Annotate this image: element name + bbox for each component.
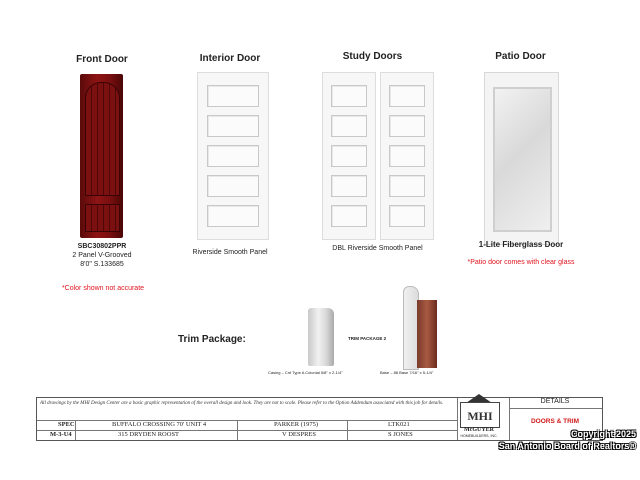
copyright-watermark: Copyright 2025 (570, 429, 636, 439)
address-value: 315 DRYDEN ROOST (118, 431, 180, 438)
spec-label: SPEC (58, 421, 75, 428)
sales-value: S JONES (388, 431, 413, 438)
realtors-watermark: San Antonio Board of Realtors® (498, 441, 636, 451)
section-name: DOORS & TRIM (530, 418, 580, 425)
trim-heading: Trim Package: (178, 334, 246, 345)
interior-door-image (197, 72, 269, 240)
disclaimer-text: All drawings by the MHI Design Center are a basic graphic representation of the overall design and look. They are not to scale. Please refer to the Option Addendum associated with this job for details. (40, 401, 444, 406)
front-door-lower-panel (85, 204, 120, 232)
code-value: M-3-U4 (50, 431, 72, 438)
interior-door-caption: Riverside Smooth Panel (192, 249, 268, 256)
casing-trim-image (308, 308, 334, 366)
patio-door-caption: 1-Lite Fiberglass Door (478, 240, 564, 249)
front-door-title: Front Door (76, 54, 128, 65)
lot-value: LTK021 (388, 421, 410, 428)
study-door-right-image (380, 72, 434, 240)
designer-value: V DESPRES (282, 431, 317, 438)
mhi-logo: MHI (460, 402, 500, 428)
trim-package-label: TRIM PACKAGE 2 (348, 336, 387, 341)
study-door-left-image (322, 72, 376, 240)
patio-door-note: *Patio door comes with clear glass (467, 259, 575, 266)
interior-door-title: Interior Door (199, 53, 261, 64)
casing-caption: Casing – Cnt Type A Colonial 5/8" x 2-1/4" (268, 370, 343, 375)
front-door-model: SBC30802PPR (77, 243, 127, 250)
brand-subtitle: HOMEBUILDERS, INC. (460, 434, 498, 438)
plan-value: PARKER (1975) (274, 421, 319, 428)
front-door-arch-panel (85, 82, 120, 196)
front-door-note: *Color shown not accurate (61, 285, 145, 292)
community-value: BUFFALO CROSSING 70' UNIT 4 (112, 421, 207, 428)
base-trim-side (417, 300, 437, 368)
study-doors-caption: DBL Riverside Smooth Panel (332, 245, 423, 252)
base-caption: Base – 88 Base 7/16" x 5-1/4" (380, 370, 434, 375)
patio-door-title: Patio Door (495, 51, 546, 62)
front-door-desc: 2 Panel V-Grooved (72, 252, 132, 259)
details-label: DETAILS (540, 398, 570, 405)
front-door-size: 8'0" S.133685 (80, 261, 124, 268)
brand-name: McGUYER (464, 427, 494, 433)
study-doors-title: Study Doors (342, 51, 403, 62)
patio-door-glass (493, 87, 552, 232)
